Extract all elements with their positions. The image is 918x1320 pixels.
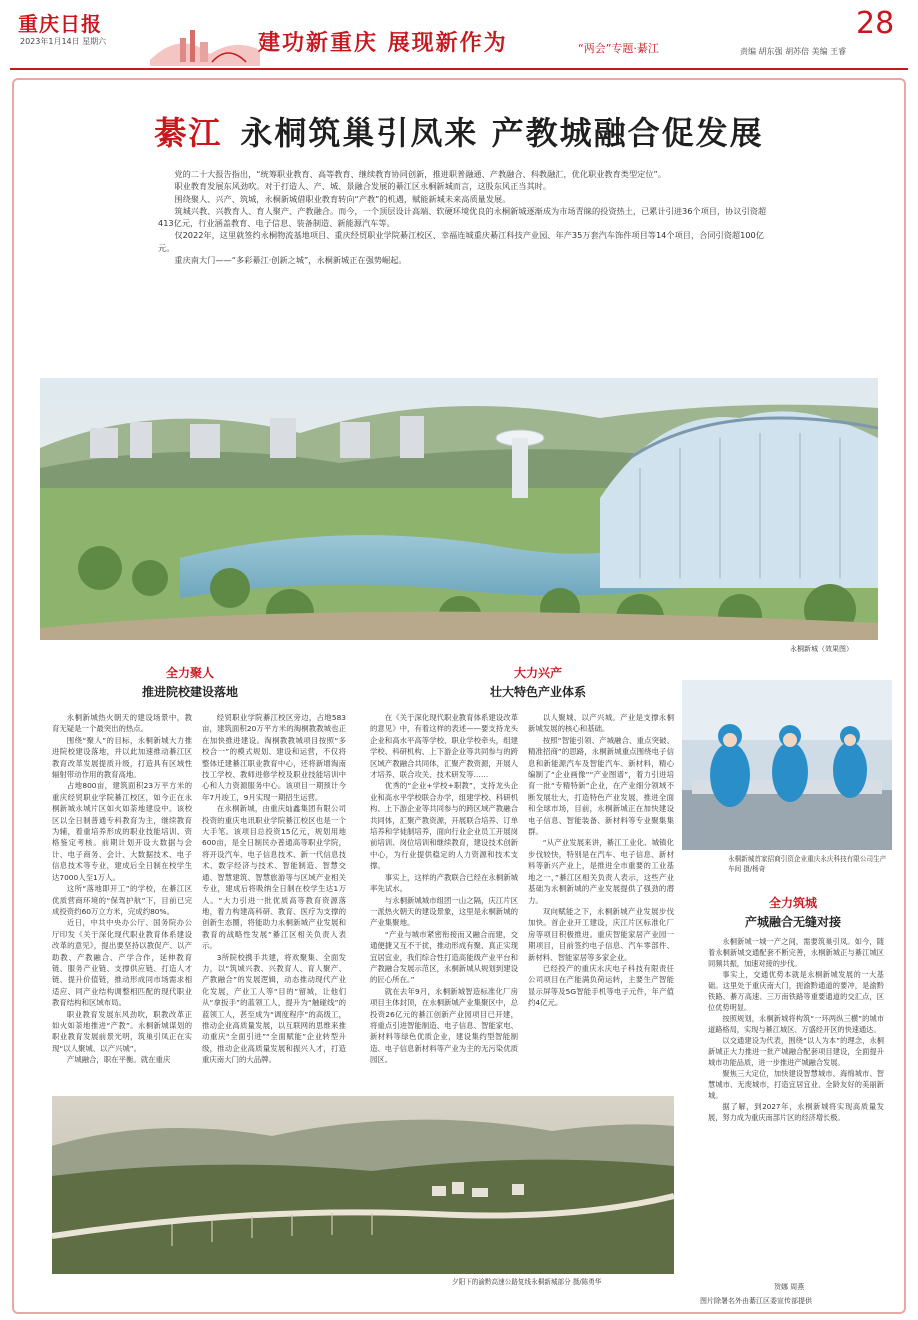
article-column-3 <box>370 712 518 1092</box>
section-title: 产城融合无缝对接 <box>744 915 841 929</box>
article-column-1 <box>52 712 192 1092</box>
article-column-5 <box>708 936 884 1276</box>
paragraph: 事实上，交通优势本就是永桐新城发展的一大基础。这里处于重庆南大门，扼渝黔通道的要冲，是渝黔铁路、綦万高速、三万南铁路等重要通道的交汇点，区位优势明显。 <box>708 970 884 1012</box>
paragraph: 永桐新城热火朝天的建设场景中，教育无疑是一个最突出的热点。 <box>52 713 192 734</box>
article-authors: 贺娜 周燕 <box>774 1283 805 1291</box>
paragraph: 经贸职业学院綦江校区旁边，占地583亩，建筑面积20万平方米的淘桐教教城也正在加快推进建设。淘桐教教城项目按照“多校合一”的模式规划、建设和运营，不仅将整体迁建綦江职业教育中心，还将新增淘南技工学校、教师进修学校及职业技能培训中心和人力资源服务中心。该项目一期预计今年7月竣工，9月实现一期招生运营。 <box>202 713 346 802</box>
paragraph: 占地800亩，建筑面积23万平方米的重庆经贸职业学院綦江校区，如今正在永桐新城永城片区如火如荼地建设中。该校区以全日制普通专科教育为主，继续教育为辅，着重培养形成的职业技能培训、资格鉴定考核。前期计划开设大数据与会计、电子商务、会计、大数据技术、电子信息技术等专业，建成后全日制在校学生达7000人至1万人。 <box>52 781 192 882</box>
section-title: 推进院校建设落地 <box>141 685 238 699</box>
skyline-illustration <box>150 20 260 66</box>
banner-subtitle: “两会”专题·綦江 <box>578 42 659 55</box>
hero-caption: 永桐新城（效果图） <box>790 645 853 653</box>
factory-photo-art <box>682 680 892 850</box>
paragraph: 优秀的“企业+学校+职教”，支持龙头企业和高水平学校联合办学，组建学校、科研机构、上下游企业等共同参与的跨区域产教融合共同体，汇聚产教资源，开展联合培养、订单培养和学徒制培养，面向行业企业员工开展岗前培训、岗位培训和继续教育，建设技术创新中心，为行业提供稳定的人力资源和技术支撑。 <box>370 781 518 871</box>
intro-paragraph: 重庆南大门——“多彩綦江·创新之城”，永桐新城正在强势崛起。 <box>174 255 407 266</box>
headline-place: 綦江 <box>154 114 223 152</box>
paragraph: 在永桐新城，由重庆灿鑫集团有限公司投资的重庆电讯职业学院綦江校区也是一个大手笔。该项目总投资15亿元，规划用地600亩，是全日制民办普通高等职业学院，将开设汽车、电子信息技术、新一代信息技术、数字经济与技术、智能制造、智慧交通、智慧建筑、智慧旅游等与区域产业相关专业，建成后将吸纳全日制在校学生达1万人。“大力引进一批优质高等教育资源落地，着力构建高科研、教育、医疗为支撑的创新生态圈，将能助力永桐新城产业发展和教育的战略性发展”綦江区相关负责人表示。 <box>202 804 346 951</box>
editor-credits: 责编 胡东强 胡苏倍 美编 王睿 <box>740 47 847 56</box>
paragraph: “从产业发展来讲，綦江工业化、城镇化步伐较快，特别是在汽车、电子信息、新材料等新兴产业上，是推进全市重要的工业基地之一，”綦江区相关负责人表示，这些产业基础为永桐新城的产业发展提供了强劲的潜力。 <box>528 838 674 905</box>
paragraph: 围绕“聚人”的目标，永桐新城大力推进院校建设落地，并以此加速推动綦江区教育改革发展提质升级，打造具有区域性辐射带动作用的教育高地。 <box>52 735 192 780</box>
photo-source-note: 图片除署名外由綦江区委宣传部提供 <box>700 1297 812 1305</box>
paragraph: 聚焦三大定位，加快建设智慧城市、海绵城市、智慧城市、无废城市，打造宜居宜业、全龄友好的美丽新城。 <box>708 1069 884 1100</box>
hero-rendering-image <box>40 378 878 640</box>
highway-aerial-photo <box>52 1096 674 1274</box>
paragraph: 这所“落地即开工”的学校，在綦江区优质营商环境的“保驾护航”下，目前已完成投资约60万立方米，完成约80%。 <box>52 884 192 916</box>
masthead: 重庆日报 <box>18 12 102 36</box>
paragraph: 按照规划，永桐新城将构筑“一环两纵三横”的城市道路格局，实现与綦江城区、万盛经开区的快速通达。 <box>708 1014 884 1034</box>
intro-paragraph: 职业教育发展东风劲吹。对于打造人、产、城、景融合发展的綦江区永桐新城而言，这股东风正当其时。 <box>174 181 552 192</box>
paragraph: 以人聚城、以产兴城。产业是支撑永桐新城发展的核心和基础。 <box>528 713 674 734</box>
factory-photo-caption: 永桐新城首家招商引资企业重庆永庆科技有限公司生产车间 摄/杨奇 <box>728 855 887 873</box>
page-number: 28 <box>856 6 895 41</box>
paragraph: “产业与城市紧密衔接而又融合而建，交通便捷又互不干扰，推动形成有聚、真正实现宜居宜业，我们综合性打造高能级产业平台和产教融合发展示范区，永桐新城从规划到建设的匠心所在。” <box>370 929 518 985</box>
paragraph: 与永桐新城城市组团一山之隔，庆江片区一派热火朝天的建设景象，这里是永桐新城的产业集聚地。 <box>370 895 518 928</box>
highway-photo-caption: 夕阳下的渝黔高速公路复线永桐新城部分 摄/陈勇华 <box>452 1278 602 1286</box>
section-heading-gather-talent <box>110 664 270 700</box>
paragraph: 产城融合，职在平衡。就在重庆 <box>66 1055 171 1065</box>
paragraph: 3所院校携手共建，将欢聚集、全面发力，以“筑城兴教、兴教育人、育人聚产、产教融合”的发展逻辑，动态推动现代产业化发展，产业工人等“目的”留城，让他们从“拿扳手”的蓝领工人，提升为“触碰线”的蓝领工人，甚至成为“调度程序”的高级工，推动企业高质量发展，以互联网的思维来推动重庆“全面引进”“全面赋能”企业转型升级，推动企业高质量发展和振兴人才，打造重庆南大门的大品牌。 <box>202 952 346 1065</box>
paragraph: 已经投产的重庆永庆电子科技有限责任公司项目在产能满负荷运转，主要生产智能显示屏等及5G智能手机等电子元件，年产值约4亿元。 <box>528 963 674 1008</box>
paragraph: 事实上，这样的产教联合已经在永桐新城率先试水。 <box>370 872 518 894</box>
paragraph: 以交通建设为代表，围绕“以人为本”的理念，永桐新城正大力推进一批产城融合配套项目建设，全面提升城市功能品质，进一步推进产城融合发展。 <box>708 1036 884 1067</box>
intro-paragraph: 围绕聚人、兴产、筑城，永桐新城借职业教育转向“产教”的机遇，赋能新城未来高质量发展。 <box>174 193 511 204</box>
article-column-2 <box>202 712 346 1092</box>
headline-title: 永桐筑巢引凤来 产教城融合促发展 <box>240 114 764 152</box>
main-headline <box>0 108 918 154</box>
paragraph: 双向赋能之下，永桐新城产业发展步伐加快。首企业开工建设，庆江片区标准化厂房等项目积极推进。重庆智能家居产业园一期项目，目前签约电子信息、汽车零部件、新材料、智能家居等多家企业。 <box>528 906 674 962</box>
intro-text <box>158 168 778 266</box>
paragraph: 在《关于深化现代职业教育体系建设改革的意见》中，有着这样的表述——要支持龙头企业和高水平高等学校、职业学校牵头，组建学校、科研机构、上下游企业等共同参与的跨区域产教融合共同体，汇聚产教资源，开展人才培养、联合攻关、技术研发等…… <box>370 713 518 780</box>
article-column-4 <box>528 712 674 1092</box>
highway-photo-art <box>52 1096 674 1274</box>
section-heading-industry <box>448 664 628 700</box>
section-kicker: 全力聚人 <box>165 666 214 680</box>
paragraph: 近日，中共中央办公厅、国务院办公厅印发《关于深化现代职业教育体系建设改革的意见》，提出要坚持以教促产、以产助教、产教融合、产学合作，延伸教育链、服务产业链、支撑供应链、打造人才链、提升价值链，推动形成同市场需求相适应、同产业结构调整相匹配的现代职业教育结构和区域布局。 <box>52 918 192 1008</box>
section-title: 壮大特色产业体系 <box>489 685 586 699</box>
intro-paragraph: 党的二十大报告指出，“统筹职业教育、高等教育、继续教育协同创新，推进职普融通、产教融合、科教融汇，优化职业教育类型定位”。 <box>174 169 666 179</box>
section-heading-city <box>718 894 868 930</box>
banner-title: 建功新重庆 展现新作为 <box>258 31 508 56</box>
paragraph: 职业教育发展东风劲吹，职教改革正如火如荼地推进“产教”。永桐新城谋划的职业教育发展前景光明，筑巢引凤正在实现“以人聚城、以产兴城”。 <box>52 1009 192 1053</box>
page-header <box>0 0 918 70</box>
intro-paragraph: 仅2022年，这里就签约永桐物流基地项目、重庆经贸职业学院綦江校区、幸福连城重庆綦江科技产业园、年产35万套汽车饰件项目等14个项目，合同引资超100亿元。 <box>158 230 764 253</box>
section-kicker: 全力筑城 <box>768 896 817 910</box>
paragraph: 据了解，到2027年，永桐新城将实现高质量发展，努力成为重庆南部片区的经济增长极。 <box>708 1102 884 1122</box>
paragraph: 永桐新城一城一产之间，需要筑巢引凤。如今，随着永桐新城交通配套不断完善，永桐新城正与綦江城区同频共振，加速对接的步伐。 <box>708 937 884 968</box>
issue-date: 2023年1月14日 星期六 <box>20 37 107 46</box>
paragraph: 就在去年9月，永桐新城智造标准化厂房项目主体封顶，在永桐新城产业集聚区中，总投资26亿元的綦江创新产业园项目已开建，将重点引进智能制造、电子信息、智能家电、新材料等绿色优质企业，建设集约型智能制造、电子信息新材料等产业为主的无污染优质园区。 <box>370 986 518 1065</box>
paragraph: 按照“智能引领、产城融合、重点突破、精准招商”的思路，永桐新城重点围绕电子信息和新能源汽车及智能汽车、新材料，精心编制了“企业画像”“产业图谱”，着力引进培育一批“专精特新”企业，在产业细分领域不断发展壮大，打造特色产业发展，推进全面和全球市场，目前，永桐新城正在加快建设电子信息、智能装备、新材料等专业聚集集群。 <box>528 735 674 837</box>
header-divider <box>10 68 908 70</box>
section-kicker: 大力兴产 <box>513 666 562 680</box>
intro-paragraph: 筑城兴教、兴教育人、育人聚产、产教融合。而今，一个顶层设计高端、软硬环境优良的永桐新城逐渐成为市场青睐的投资热土，已累计引进36个项目，协议引资超413亿元，行业涵盖教育、电子信息、装备制造、新能源汽车等。 <box>158 205 767 229</box>
factory-workers-photo <box>682 680 892 850</box>
hero-image-art <box>40 378 878 640</box>
